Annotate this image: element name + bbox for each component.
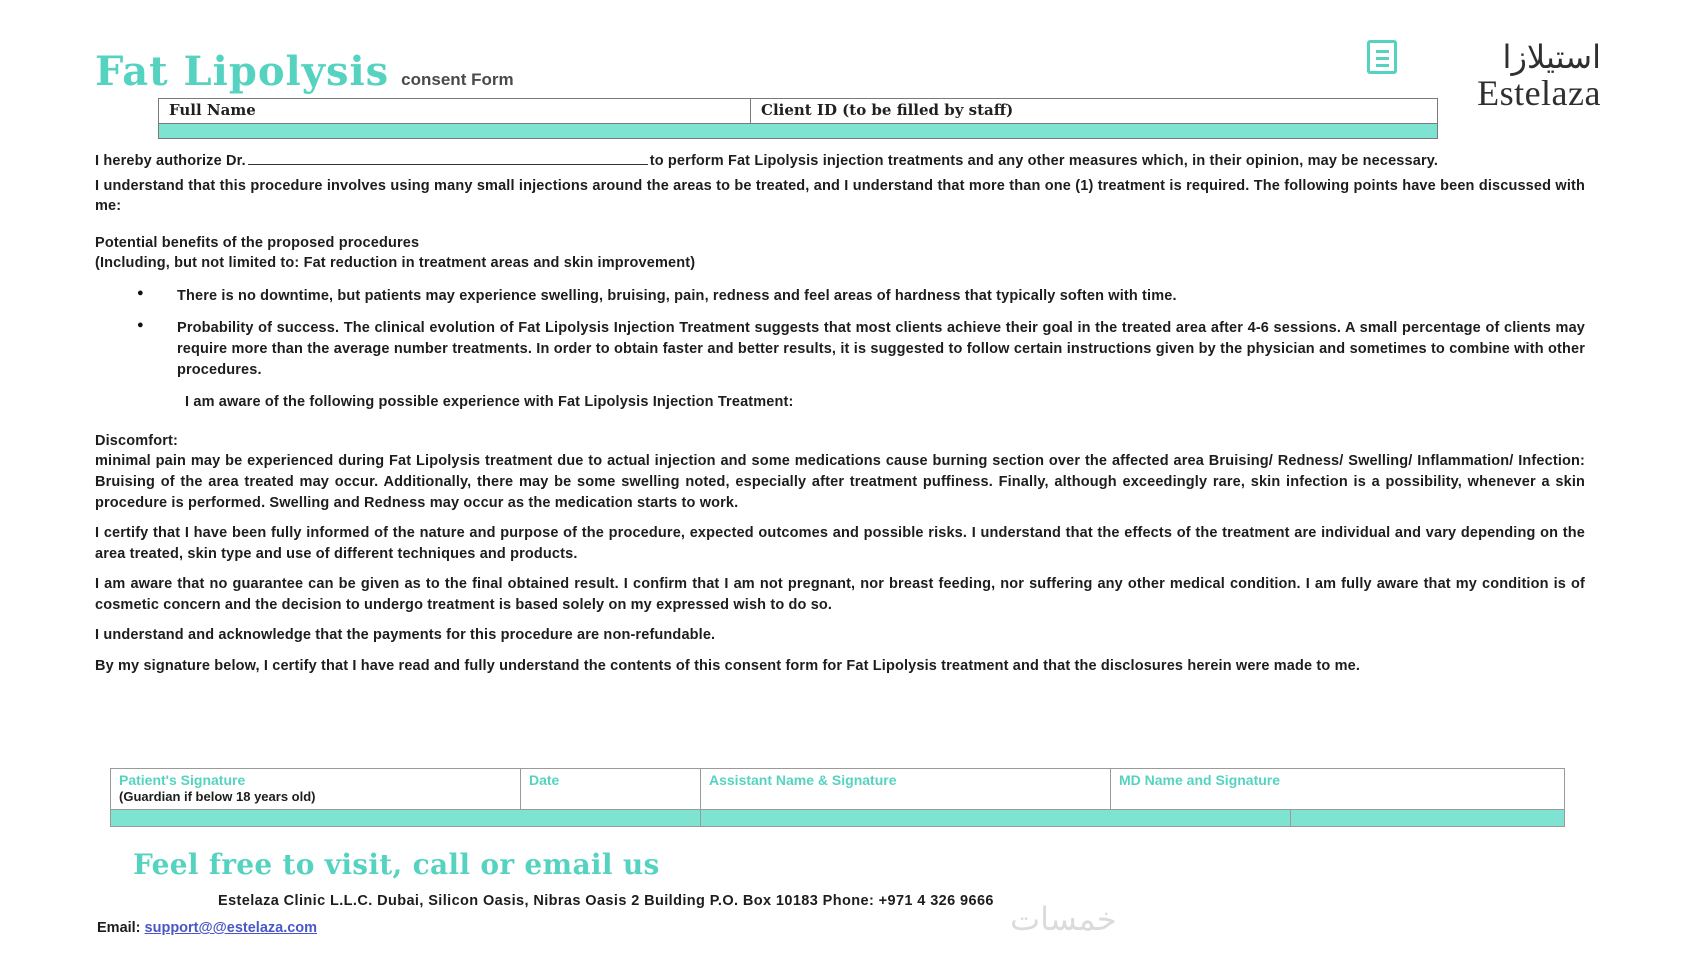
patient-signature-header (111, 769, 521, 809)
benefits-heading: Potential benefits of the proposed procedures (95, 234, 420, 251)
authorize-suffix: to perform Fat Lipolysis injection treatments and any other measures which, in their opinion, may be necessary. (649, 153, 1439, 169)
non-refundable-paragraph: I understand and acknowledge that the payments for this procedure are non-refundable. (95, 627, 716, 644)
footer-email (97, 920, 317, 936)
watermark: خمسات (1010, 900, 1117, 938)
date-header: Date (521, 769, 701, 809)
patient-signature-label: Patient's Signature (119, 772, 246, 788)
footer-cta: Feel free to visit, call or email us (133, 848, 660, 881)
client-info-table (158, 98, 1438, 139)
patient-signature-sublabel: (Guardian if below 18 years old) (119, 789, 316, 804)
list-item: ● Probability of success. The clinical evolution of Fat Lipolysis Injection Treatment suggests that most clients achieve their goal in the treated area after 4-6 sessions. A small percentage of clients may require more than the average number treatments. In order to obtain faster and better results, it is suggested to follow certain instructions given by the physician and sometimes to combine with other procedures. (155, 318, 1585, 380)
table-header-row (111, 769, 1564, 809)
signature-table (110, 768, 1565, 827)
no-guarantee-paragraph: I am aware that no guarantee can be given as to the final obtained result. I confirm that I am not pregnant, nor breast feeding, nor suffering any other medical condition. I am fully aware that my condition is of cosmetic concern and the decision to undergo treatment is based solely on my expressed wish to do so. (95, 576, 1585, 613)
logo-mark-icon (1367, 40, 1397, 74)
discomfort-heading: Discomfort: (95, 432, 179, 449)
footer-email-link[interactable]: support@@estelaza.com (144, 920, 318, 936)
table-row (159, 99, 1437, 123)
footer-email-label: Email: (97, 920, 141, 936)
procedure-understanding-line: I understand that this procedure involves using many small injections around the areas to be treated, and I understand that more than one (1) treatment is required. The following points have been discussed with me: (95, 177, 1585, 215)
brand-name-english: Estelaza (1477, 73, 1601, 113)
footer-address: Estelaza Clinic L.L.C. Dubai, Silicon Oasis, Nibras Oasis 2 Building P.O. Box 10183 Phone: +971 4 326 9666 (218, 893, 994, 909)
md-signature-header: MD Name and Signature (1119, 772, 1281, 788)
full-name-label: Full Name (159, 99, 751, 123)
brand-name-arabic: استيلازا (1502, 38, 1601, 76)
title-main: Fat Lipolysis (95, 48, 390, 95)
document-body (95, 150, 1585, 677)
authorization-line (95, 150, 1585, 172)
signature-acknowledgement-paragraph: By my signature below, I certify that I have read and fully understand the contents of this consent form for Fat Lipolysis treatment and that the disclosures herein were made to me. (95, 657, 1361, 674)
title-subtitle: consent Form (401, 70, 514, 89)
benefits-subheading: (Including, but not limited to: Fat reduction in treatment areas and skin improvement) (95, 255, 696, 272)
patient-signature-field[interactable] (111, 810, 701, 826)
assistant-signature-field[interactable] (701, 810, 1291, 826)
assistant-signature-header: Assistant Name & Signature (701, 769, 1111, 809)
client-info-input-row[interactable] (159, 123, 1437, 138)
discomfort-text: minimal pain may be experienced during Fat Lipolysis treatment due to actual injection and some medications cause burning section over the affected area Bruising/ Redness/ Swelling/ Inflammation/ Infection: Bruising of the area treated may occur. Additionally, there may be some swelling noted, especially after treatment puffiness. Finally, although exceedingly rare, skin infection is a possibility, whenever a skin procedure is performed. Swelling and Redness may occur as the medication starts to work. (95, 453, 1585, 511)
doctor-name-field[interactable] (248, 150, 648, 165)
awareness-line: I am aware of the following possible experience with Fat Lipolysis Injection Treatment: (185, 394, 794, 411)
client-id-label: Client ID (to be filled by staff) (761, 101, 1014, 119)
page-title (95, 48, 514, 95)
benefits-bullet-list (95, 286, 1585, 380)
signature-input-row[interactable] (111, 809, 1564, 826)
authorize-prefix: I hereby authorize Dr. (95, 153, 246, 169)
certification-paragraph: I certify that I have been fully informed of the nature and purpose of the procedure, expected outcomes and possible risks. I understand that the effects of the treatment are individual and vary depending on the area treated, skin type and use of different techniques and products. (95, 525, 1585, 562)
list-item: ● There is no downtime, but patients may experience swelling, bruising, pain, redness and feel areas of hardness that typically soften with time. (155, 286, 1585, 307)
